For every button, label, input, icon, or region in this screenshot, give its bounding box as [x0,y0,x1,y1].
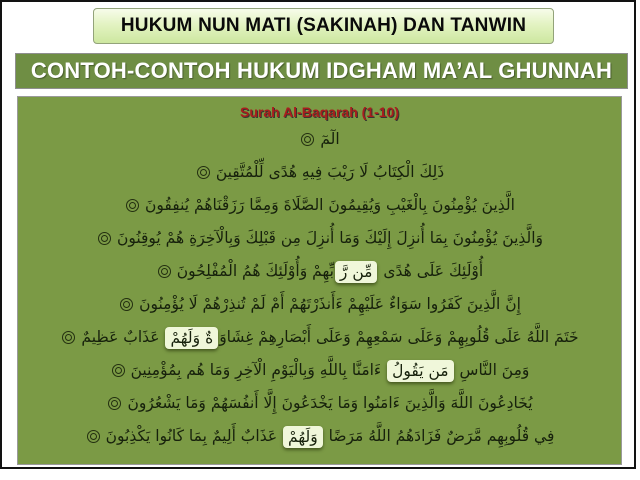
verse-text: يُخَادِعُونَ اللَّهَ وَالَّذِينَ ءَامَنُوا وَمَا يَخْدَعُونَ إِلَّا أَنفُسَهُمْ وَمَا يَشْعُرُونَ [127,394,533,412]
slide-title: HUKUM NUN MATI (SAKINAH) DAN TANWIN [120,15,527,36]
verse-text: الٓمٓ [320,130,340,148]
verse-list [18,123,621,453]
ayah-marker-icon [120,298,133,311]
ayah-marker-icon [301,133,314,146]
quran-verse-line-10 [18,420,621,453]
quran-verse-line-1 [18,123,621,156]
ayah-marker-icon [126,199,139,212]
idgham-highlight: مَن يَقُولُ [387,360,453,382]
slide-subtitle: CONTOH-CONTOH HUKUM IDGHAM MA’AL GHUNNAH [30,58,613,83]
verse-text: إِنَّ الَّذِينَ كَفَرُوا سَوَاءٌ عَلَيْهِمْ ءَأَنذَرْتَهُمْ أَمْ لَمْ تُنذِرْهُمْ لَا يُؤْمِنُونَ [139,295,521,313]
subtitle-bar [15,53,628,89]
ayah-marker-icon [108,397,121,410]
quran-verse-line-8 [18,354,621,387]
ayah-marker-icon [197,166,210,179]
quran-panel [17,96,622,465]
verse-text: وَمِنَ النَّاسِ [454,361,530,379]
verse-text: وَالَّذِينَ يُؤْمِنُونَ بِمَا أُنزِلَ إِلَيْكَ وَمَا أُنزِلَ مِن قَبْلِكَ وَبِالْآخِرَةِ هُمْ يُوقِنُونَ [116,229,544,247]
idgham-highlight: وَلَهُمْ [283,426,323,448]
quran-verse-line-6 [18,288,621,321]
verse-text: ذَلِكَ الْكِتَابُ لَا رَيْبَ فِيهِ هُدًى لِّلْمُتَّقِينَ [215,163,445,181]
title-banner [93,8,554,44]
quran-verse-line-7 [18,321,621,354]
quran-verse-line-5 [18,255,621,288]
quran-verse-line-3 [18,189,621,222]
verse-text: خَتَمَ اللَّهُ عَلَى قُلُوبِهِمْ وَعَلَى سَمْعِهِمْ وَعَلَى أَبْصَارِهِمْ غِشَاوَ [219,328,579,346]
quran-verse-line-4 [18,222,621,255]
idgham-highlight: مِّن رَّ [335,261,378,283]
verse-text: عَذَابٌ أَلِيمٌ بِمَا كَانُوا يَكْذِبُونَ [105,427,283,445]
quran-verse-line-9 [18,387,621,420]
surah-heading: Surah Al-Baqarah (1-10) [240,104,399,120]
ayah-marker-icon [87,430,100,443]
quran-verse-line-2 [18,156,621,189]
ayah-marker-icon [62,331,75,344]
verse-text: ءَامَنَّا بِاللَّهِ وَبِالْيَوْمِ الْآخِرِ وَمَا هُم بِمُؤْمِنِينَ [130,361,387,379]
verse-text: بِّهِمْ وَأُوْلَئِكَ هُمُ الْمُفْلِحُونَ [176,262,334,280]
verse-text: عَذَابٌ عَظِيمٌ [81,328,165,346]
ayah-marker-icon [112,364,125,377]
verse-text: فِي قُلُوبِهِم مَّرَضٌ فَزَادَهُمُ اللَّهُ مَرَضًا [323,427,555,445]
verse-text: أُوْلَئِكَ عَلَى هُدًى [378,262,484,280]
ayah-marker-icon [98,232,111,245]
idgham-highlight: ةٌ وَلَهُمْ [165,327,218,349]
ayah-marker-icon [158,265,171,278]
verse-text: الَّذِينَ يُؤْمِنُونَ بِالْغَيْبِ وَيُقِيمُونَ الصَّلَاةَ وَمِمَّا رَزَقْنَاهُمْ يُنفِقُونَ [145,196,515,214]
